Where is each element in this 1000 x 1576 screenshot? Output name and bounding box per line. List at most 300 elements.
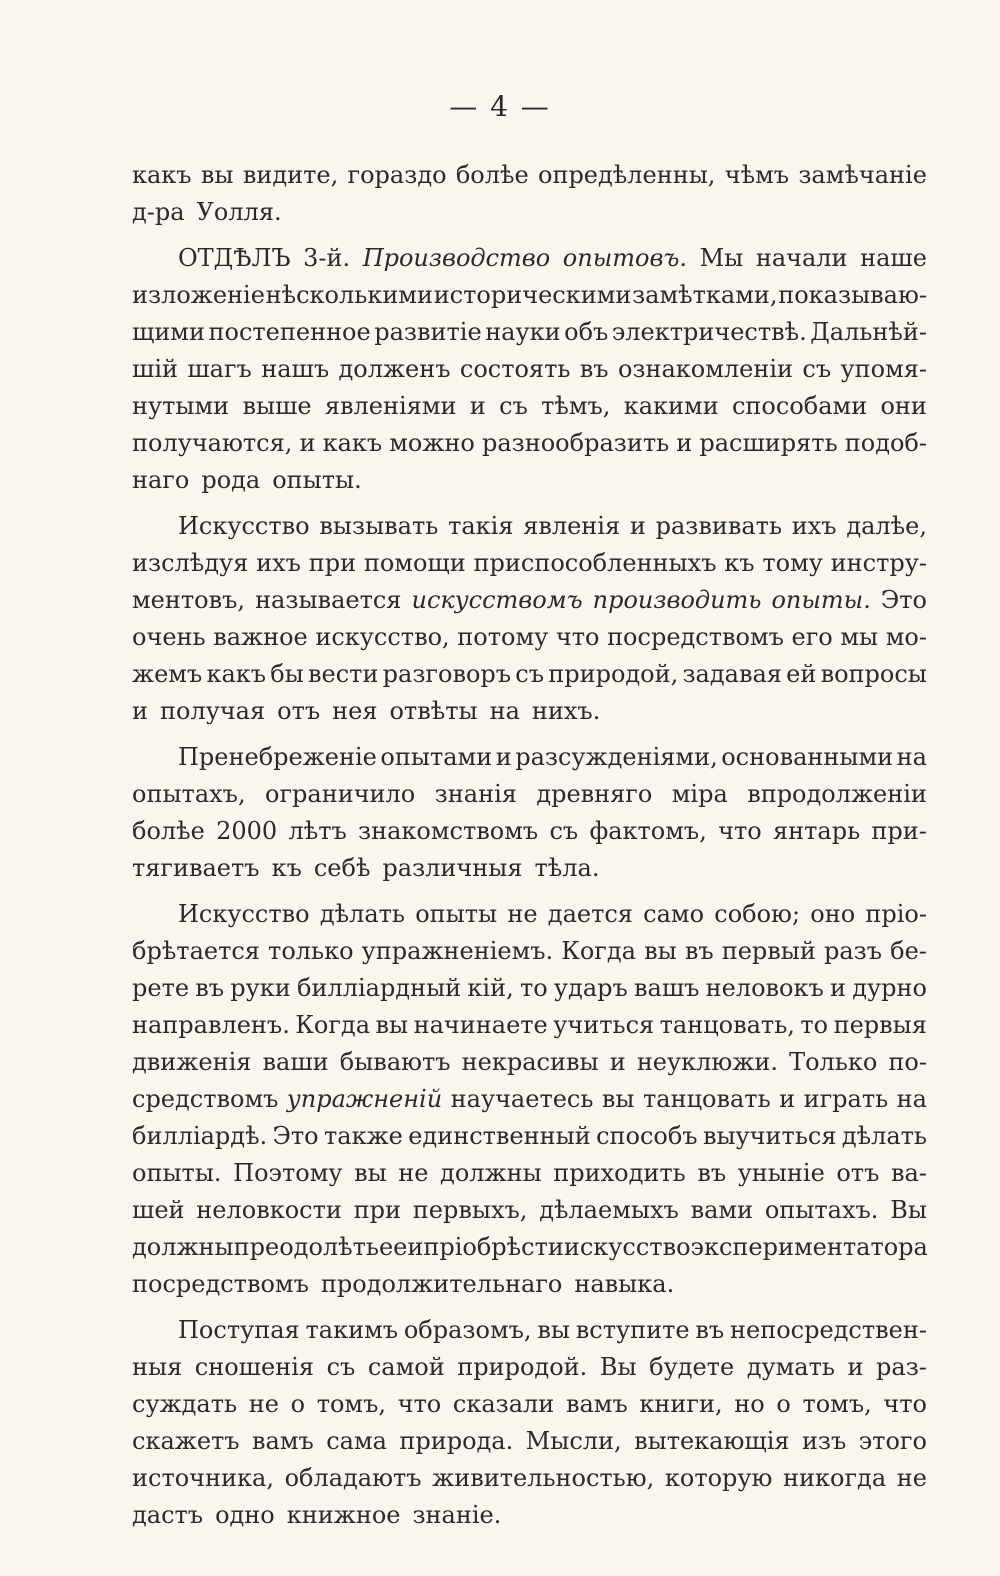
- word: разъ: [823, 937, 883, 965]
- word: къ: [271, 854, 302, 882]
- word: болѣе: [132, 817, 205, 845]
- word: оно: [810, 900, 856, 928]
- word: единственный: [408, 1122, 591, 1150]
- word: неуклюжи.: [636, 1048, 778, 1076]
- text-line: [132, 1266, 927, 1303]
- word: собою;: [714, 900, 801, 928]
- word: долженъ: [338, 355, 451, 383]
- word: вамъ: [252, 1427, 314, 1455]
- word: Мы: [699, 244, 744, 272]
- word: разсужденіями,: [515, 743, 718, 771]
- word: то: [800, 1011, 829, 1039]
- word: они: [880, 392, 927, 420]
- word: образомъ,: [403, 1316, 532, 1344]
- word: тому: [762, 549, 823, 577]
- word: какъ: [206, 660, 267, 688]
- word: танцовать,: [659, 1011, 795, 1039]
- text-line: [132, 1007, 927, 1044]
- word: Это: [272, 1122, 319, 1150]
- word: болѣе: [455, 161, 529, 189]
- word: Вы: [599, 1353, 637, 1381]
- word: древняго: [536, 780, 653, 808]
- word: на: [489, 697, 520, 725]
- word: при: [353, 1196, 402, 1224]
- text-line: [132, 813, 927, 850]
- word: инстру-: [830, 549, 927, 577]
- word: основанными: [721, 743, 894, 771]
- word: что: [555, 623, 600, 651]
- word: неловокъ: [705, 974, 824, 1002]
- word: вы: [354, 1159, 387, 1187]
- word: опытахъ,: [132, 780, 246, 808]
- word: ихъ: [791, 512, 837, 540]
- word: ныя: [132, 1353, 183, 1381]
- word: мы: [840, 623, 879, 651]
- word: при: [308, 549, 357, 577]
- body-text: [132, 157, 927, 1534]
- text-line: [132, 240, 927, 277]
- word: Уолля.: [196, 198, 282, 226]
- word: и: [469, 392, 486, 420]
- word: пріо-: [865, 900, 927, 928]
- word: учиться: [553, 1011, 655, 1039]
- word: рете: [132, 974, 190, 1002]
- text-line: [132, 1229, 927, 1266]
- text-line: [132, 776, 927, 813]
- word: будете: [649, 1353, 735, 1381]
- word: вы: [644, 937, 677, 965]
- word: Искусство: [178, 900, 310, 928]
- word: преодолѣть: [233, 1233, 379, 1261]
- text-line: [132, 157, 927, 194]
- word: бы: [270, 660, 304, 688]
- text-line: [132, 1118, 927, 1155]
- word: ихъ: [256, 549, 301, 577]
- word: ваши: [262, 1048, 329, 1076]
- word: дѣлать: [319, 900, 405, 928]
- word: шій: [132, 355, 178, 383]
- word: и: [299, 429, 316, 457]
- word: въ: [579, 355, 609, 383]
- word: и: [132, 697, 148, 725]
- word: бываютъ: [339, 1048, 451, 1076]
- word: посредствомъ: [607, 623, 784, 651]
- word: и: [629, 512, 646, 540]
- paragraph-gap: [132, 231, 927, 240]
- word: вести: [308, 660, 379, 688]
- word: упражненій: [286, 1085, 443, 1113]
- word: вступите: [575, 1316, 690, 1344]
- word: рода: [201, 466, 261, 494]
- word: приспособленныхъ: [473, 549, 717, 577]
- word: Пренебреженіе: [178, 743, 377, 771]
- word: также: [323, 1122, 403, 1150]
- word: то: [519, 974, 548, 1002]
- word: ментовъ,: [132, 586, 246, 614]
- word: сказали: [452, 1390, 555, 1418]
- word: нея: [332, 697, 378, 725]
- word: съ: [515, 660, 544, 688]
- word: разнообразить: [481, 429, 670, 457]
- word: Поэтому: [233, 1159, 343, 1187]
- word: очень: [132, 623, 206, 651]
- word: упражненіемъ.: [361, 937, 554, 965]
- word: щими: [132, 318, 205, 346]
- word: сношенія: [194, 1353, 315, 1381]
- word: о: [290, 1390, 306, 1418]
- word: тѣла.: [534, 854, 600, 882]
- text-line: [132, 933, 927, 970]
- word: природа.: [399, 1427, 514, 1455]
- word: изъ: [801, 1427, 847, 1455]
- word: при-: [871, 817, 927, 845]
- word: въ: [195, 974, 225, 1002]
- paragraph-gap: [132, 1303, 927, 1312]
- word: играть: [803, 1085, 889, 1113]
- word: его: [791, 623, 833, 651]
- text-line: [132, 582, 927, 619]
- word: можно: [389, 429, 475, 457]
- word: не: [896, 1464, 927, 1492]
- word: обладаютъ: [284, 1464, 422, 1492]
- word: какъ: [322, 429, 383, 457]
- text-line: [132, 314, 927, 351]
- word: первыя: [833, 1011, 927, 1039]
- word: ограничило: [265, 780, 416, 808]
- word: получая: [160, 697, 266, 725]
- word: источника,: [132, 1464, 274, 1492]
- page-number: — 4 —: [449, 90, 551, 123]
- word: начали: [755, 244, 848, 272]
- word: историческими: [433, 281, 632, 309]
- word: думать: [746, 1353, 835, 1381]
- word: электричествѣ.: [611, 318, 807, 346]
- word: вами: [690, 1196, 754, 1224]
- word: способами: [731, 392, 868, 420]
- word: съ: [326, 1353, 356, 1381]
- word: на: [896, 743, 927, 771]
- word: ва-: [890, 1159, 927, 1187]
- word: 3-й.: [303, 244, 351, 272]
- word: кій,: [467, 974, 514, 1002]
- word: шагъ: [187, 355, 252, 383]
- word: первыхъ,: [412, 1196, 528, 1224]
- word: дѣлаемыхъ: [539, 1196, 679, 1224]
- word: получаются,: [132, 429, 293, 457]
- word: которую: [664, 1464, 773, 1492]
- word: отъ: [836, 1159, 880, 1187]
- word: отвѣты: [389, 697, 478, 725]
- word: Искусство: [178, 512, 310, 540]
- word: только: [268, 937, 354, 965]
- word: опыты: [415, 900, 498, 928]
- text-line: [132, 739, 927, 776]
- word: Дальнѣй-: [810, 318, 927, 346]
- word: и: [676, 429, 693, 457]
- word: билліардный: [297, 974, 462, 1002]
- word: видите,: [242, 161, 339, 189]
- word: самой: [367, 1353, 445, 1381]
- word: называется: [255, 586, 402, 614]
- word: помощи: [363, 549, 466, 577]
- word: ОТДѢЛЪ: [178, 244, 291, 272]
- word: непосредствен-: [730, 1316, 927, 1344]
- word: показываю-: [778, 281, 927, 309]
- word: дурно: [852, 974, 927, 1002]
- word: и: [830, 974, 846, 1002]
- word: съ: [499, 392, 528, 420]
- word: бе-: [890, 937, 927, 965]
- word: не: [398, 1159, 429, 1187]
- word: опыты.: [771, 586, 871, 614]
- text-line: [132, 545, 927, 582]
- word: замѣчаніе: [798, 161, 927, 189]
- word: и: [779, 1085, 796, 1113]
- word: неловкости: [196, 1196, 342, 1224]
- word: чѣмъ: [724, 161, 790, 189]
- word: билліардѣ.: [132, 1122, 268, 1150]
- word: явленія: [523, 512, 621, 540]
- word: сама: [326, 1427, 387, 1455]
- word: далѣе,: [846, 512, 927, 540]
- word: нихъ.: [531, 697, 601, 725]
- word: никогда: [783, 1464, 887, 1492]
- word: состоять: [459, 355, 571, 383]
- word: скажетъ: [132, 1427, 240, 1455]
- word: научаетесь: [450, 1085, 594, 1113]
- word: такія: [448, 512, 514, 540]
- word: томъ,: [316, 1390, 386, 1418]
- text-line: [132, 462, 927, 499]
- word: живительностью,: [432, 1464, 655, 1492]
- word: руки: [230, 974, 291, 1002]
- word: одно: [215, 1501, 275, 1529]
- text-line: [132, 425, 927, 462]
- word: Это: [880, 586, 927, 614]
- text-line: [132, 508, 927, 545]
- text-line: [132, 388, 927, 425]
- word: должны: [440, 1159, 542, 1187]
- word: что: [883, 1390, 927, 1418]
- word: подоб-: [844, 429, 927, 457]
- word: наше: [860, 244, 927, 272]
- word: должны: [132, 1233, 234, 1261]
- word: фактомъ,: [589, 817, 707, 845]
- text-line: [132, 656, 927, 693]
- word: въ: [697, 1159, 727, 1187]
- word: движенія: [132, 1048, 252, 1076]
- word: само: [643, 900, 705, 928]
- word: знанія: [434, 780, 517, 808]
- word: тягиваетъ: [132, 854, 260, 882]
- word: дастъ: [132, 1501, 204, 1529]
- word: жемъ: [132, 660, 203, 688]
- word: продолжительнаго: [320, 1270, 563, 1298]
- word: наго: [132, 466, 190, 494]
- word: д-ра: [132, 198, 185, 226]
- word: впродолженіи: [747, 780, 927, 808]
- text-line: [132, 1386, 927, 1423]
- word: книжное: [286, 1501, 401, 1529]
- word: 2000: [216, 817, 278, 845]
- word: ей: [786, 660, 817, 688]
- word: опытовъ.: [562, 244, 688, 272]
- word: что: [397, 1390, 442, 1418]
- word: въ: [684, 937, 714, 965]
- word: вамъ: [565, 1390, 628, 1418]
- word: знакомствомъ: [358, 817, 539, 845]
- word: постепенное: [208, 318, 371, 346]
- word: ознакомленіи: [617, 355, 794, 383]
- word: навыка.: [574, 1270, 675, 1298]
- word: опытами: [380, 743, 493, 771]
- word: себѣ: [313, 854, 371, 882]
- word: вашъ: [634, 974, 700, 1002]
- word: некрасивы: [461, 1048, 599, 1076]
- word: на: [896, 1085, 927, 1113]
- paragraph-gap: [132, 499, 927, 508]
- text-line: [132, 850, 927, 887]
- word: замѣтками,: [632, 281, 778, 309]
- word: первый: [721, 937, 816, 965]
- word: вы: [537, 1316, 570, 1344]
- word: вызывать: [319, 512, 439, 540]
- text-line: [132, 1497, 927, 1534]
- word: мо-: [885, 623, 927, 651]
- word: о: [776, 1390, 791, 1418]
- word: какими: [623, 392, 719, 420]
- word: вытекающія: [634, 1427, 790, 1455]
- word: но: [734, 1390, 765, 1418]
- text-line: [132, 277, 927, 314]
- word: задавая: [682, 660, 782, 688]
- word: танцовать: [643, 1085, 771, 1113]
- word: такимъ: [305, 1316, 399, 1344]
- word: вопросы: [820, 660, 927, 688]
- text-line: [132, 1460, 927, 1497]
- text-line: [132, 1155, 927, 1192]
- word: въ: [695, 1316, 725, 1344]
- word: различныя: [382, 854, 523, 882]
- word: съ: [802, 355, 832, 383]
- word: дѣлать: [841, 1122, 927, 1150]
- text-line: [132, 1312, 927, 1349]
- word: посредствомъ: [132, 1270, 309, 1298]
- word: выучиться: [702, 1122, 837, 1150]
- word: развитіе: [374, 318, 482, 346]
- word: дается: [547, 900, 633, 928]
- word: суждать: [132, 1390, 238, 1418]
- word: искусствомъ: [411, 586, 583, 614]
- text-line: [132, 1081, 927, 1118]
- word: приходить: [553, 1159, 686, 1187]
- word: развивать: [655, 512, 783, 540]
- word: міра: [671, 780, 728, 808]
- word: Поступая: [178, 1316, 300, 1344]
- word: и: [609, 1048, 626, 1076]
- word: знаніе.: [412, 1501, 502, 1529]
- word: томъ,: [802, 1390, 872, 1418]
- word: съ: [549, 817, 579, 845]
- word: Когда: [295, 1011, 370, 1039]
- word: начинаете: [413, 1011, 548, 1039]
- word: не: [248, 1390, 279, 1418]
- paragraph-gap: [132, 887, 927, 896]
- word: изложеніе: [132, 281, 265, 309]
- word: брѣтается: [132, 937, 260, 965]
- word: расширять: [699, 429, 838, 457]
- word: природой.: [457, 1353, 588, 1381]
- word: отъ: [277, 697, 321, 725]
- word: важное: [213, 623, 308, 651]
- text-line: [132, 1044, 927, 1081]
- word: вы: [375, 1011, 409, 1039]
- word: объ: [564, 318, 609, 346]
- word: не: [507, 900, 538, 928]
- text-line: [132, 1349, 927, 1386]
- word: средствомъ: [132, 1085, 279, 1113]
- word: потому: [457, 623, 549, 651]
- word: направленъ.: [132, 1011, 290, 1039]
- word: выше: [242, 392, 312, 420]
- word: вы: [200, 161, 234, 189]
- text-line: [132, 351, 927, 388]
- word: ударъ: [553, 974, 628, 1002]
- word: лѣтъ: [288, 817, 347, 845]
- word: янтарь: [772, 817, 861, 845]
- word: Когда: [561, 937, 636, 965]
- word: гораздо: [347, 161, 447, 189]
- word: нашъ: [261, 355, 330, 383]
- word: науки: [485, 318, 561, 346]
- word: производить: [592, 586, 762, 614]
- word: способъ: [596, 1122, 698, 1150]
- word: и: [847, 1353, 864, 1381]
- word: нѣсколькими: [265, 281, 433, 309]
- word: и: [407, 1233, 424, 1261]
- word: книги,: [639, 1390, 723, 1418]
- word: раз-: [876, 1353, 927, 1381]
- word: экспериментатора: [690, 1233, 928, 1261]
- word: опыты.: [132, 1159, 222, 1187]
- text-line: [132, 970, 927, 1007]
- word: и: [495, 743, 512, 771]
- paragraph-gap: [132, 730, 927, 739]
- word: Производство: [362, 244, 551, 272]
- text-line: [132, 693, 927, 730]
- word: по-: [888, 1048, 927, 1076]
- word: нутыми: [132, 392, 230, 420]
- word: Мысли,: [525, 1427, 622, 1455]
- word: какъ: [132, 161, 192, 189]
- word: ее: [378, 1233, 408, 1261]
- word: пріобрѣсти: [423, 1233, 564, 1261]
- word: этого: [858, 1427, 927, 1455]
- word: разговоръ: [382, 660, 512, 688]
- word: къ: [724, 549, 755, 577]
- word: тѣмъ,: [541, 392, 611, 420]
- word: Вы: [890, 1196, 927, 1224]
- word: природой,: [548, 660, 679, 688]
- word: опытахъ.: [764, 1196, 879, 1224]
- text-line: [132, 619, 927, 656]
- text-line: [132, 1192, 927, 1229]
- word: искусство,: [315, 623, 450, 651]
- word: уныніе: [737, 1159, 825, 1187]
- word: опыты.: [272, 466, 362, 494]
- word: шей: [132, 1196, 185, 1224]
- word: искусство: [563, 1233, 691, 1261]
